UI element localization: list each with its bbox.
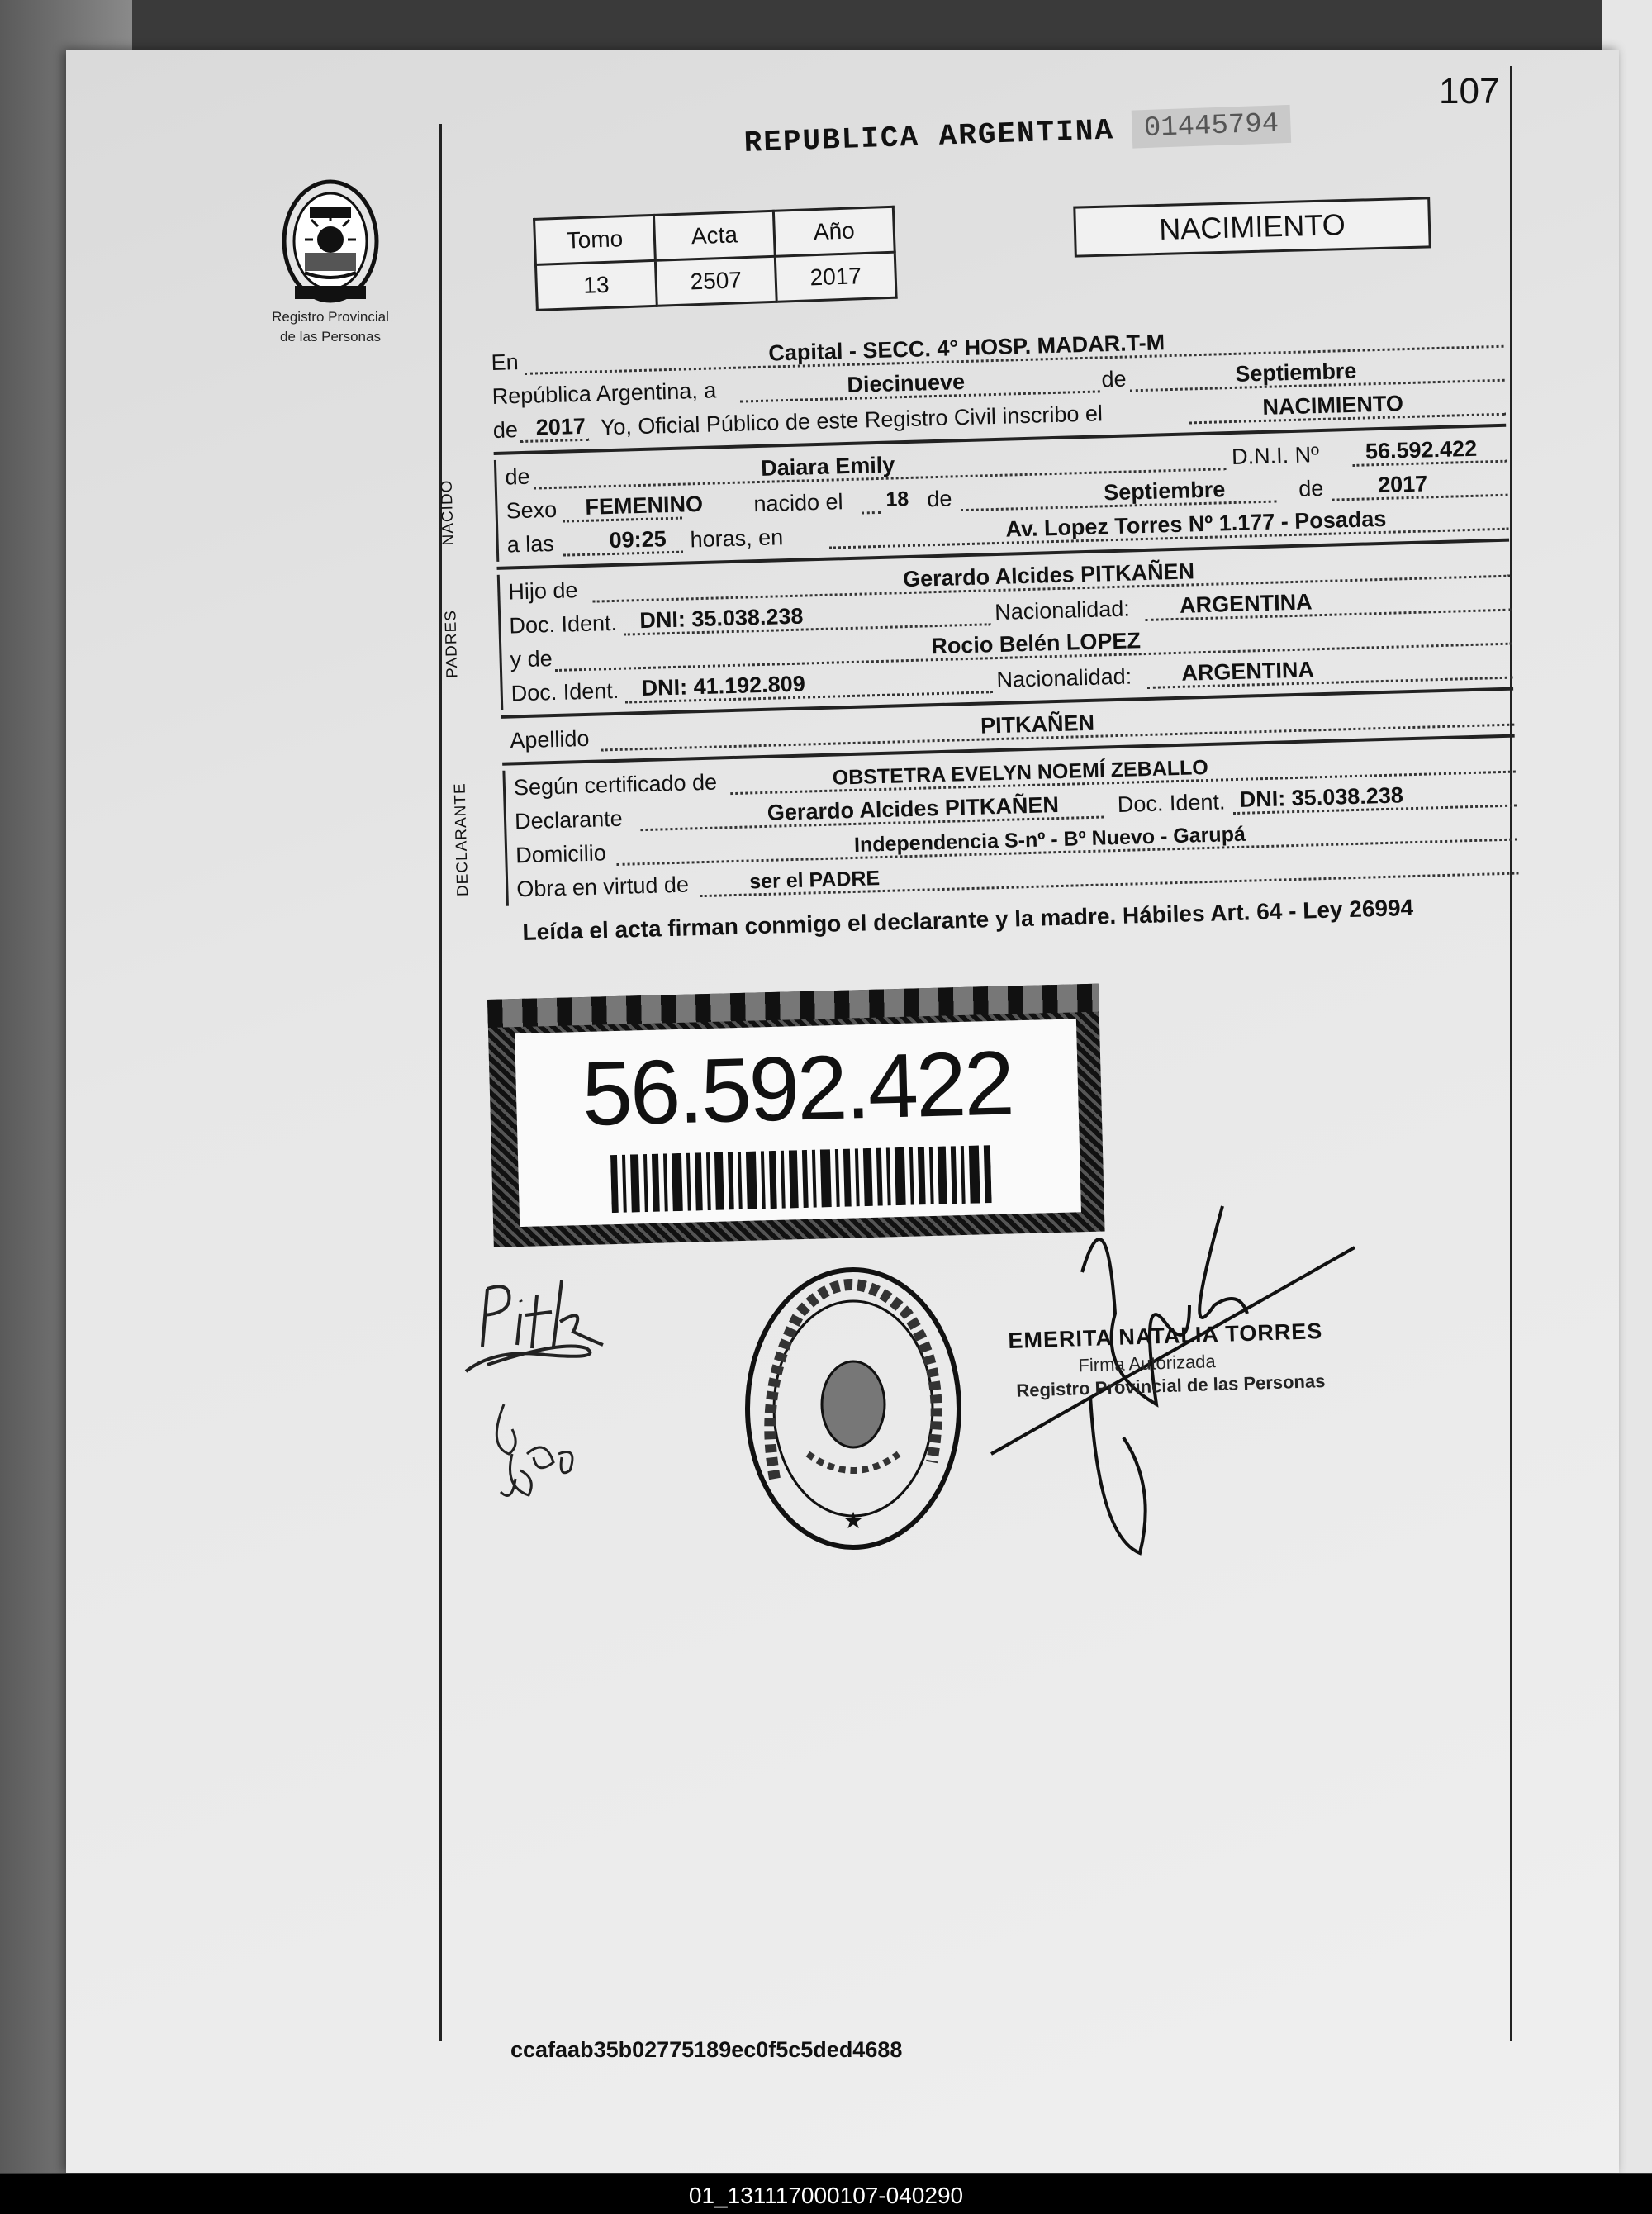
month-value: Septiembre [1234, 358, 1357, 387]
official-block [1008, 1318, 1326, 1402]
page-number: 107 [1439, 71, 1500, 112]
frame-right-border [1510, 66, 1512, 2041]
table-cell-tomo: 13 [535, 260, 657, 310]
table-cell-acta: 2507 [655, 256, 776, 306]
sticker-number: 56.592.422 [581, 1032, 1014, 1146]
declarante-label: Declarante [514, 805, 624, 834]
nacionalidad-label: Nacionalidad: [994, 596, 1131, 625]
registry-seal-icon [742, 1264, 965, 1553]
document-hash: ccafaab35b02775189ec0f5c5ded4688 [510, 2037, 903, 2062]
mother-name: Rocio Belén LOPEZ [930, 628, 1142, 659]
birth-day: 18 [885, 487, 909, 511]
father-doc: DNI: 35.038.238 [638, 603, 804, 634]
logo-caption-line2: de las Personas [280, 329, 381, 344]
place-value: Capital - SECC. 4° HOSP. MADAR.T-M [767, 330, 1165, 366]
horas-label: horas, en [690, 525, 784, 553]
side-label-nacido: NACIDO [438, 478, 458, 546]
footer-bar [0, 2174, 1652, 2214]
birth-year: 2017 [1377, 471, 1428, 498]
declarante-name: Gerardo Alcides PITKAÑEN [767, 792, 1060, 825]
footer-filename: 01_131117000107-040290 [688, 2183, 964, 2208]
apellido-label: Apellido [509, 725, 590, 753]
obra-label: Obra en virtud de [515, 872, 690, 902]
svg-text:★: ★ [843, 1507, 864, 1534]
father-nationality: ARGENTINA [1179, 589, 1313, 618]
de-label-year: de [1298, 475, 1324, 501]
record-type-box: NACIMIENTO [1073, 197, 1431, 257]
table-header-tomo: Tomo [534, 215, 656, 264]
day-text: Diecinueve [847, 368, 966, 397]
frame-left-border [439, 124, 442, 2041]
sex-value: FEMENINO [585, 491, 704, 520]
doc-ident-label: Doc. Ident. [509, 610, 618, 639]
child-name: Daiara Emily [760, 452, 895, 481]
y-de-label: y de [510, 646, 553, 672]
hijo-de-label: Hijo de [507, 577, 578, 605]
registry-table [533, 206, 898, 311]
address-value: Independencia S-nº - Bº Nuevo - Garupá [853, 822, 1246, 857]
nacido-el-label: nacido el [753, 489, 843, 517]
mother-nationality: ARGENTINA [1180, 657, 1315, 686]
document-title: REPUBLICA ARGENTINA [743, 112, 1115, 160]
official-organization: Registro Provincial de las Personas [1015, 1370, 1326, 1401]
side-label-padres: PADRES [442, 609, 462, 679]
nacionalidad-label: Nacionalidad: [996, 663, 1132, 693]
serial-number: 01445794 [1132, 105, 1291, 149]
declarante-section [451, 743, 1518, 906]
surname-value: PITKAÑEN [980, 710, 1095, 739]
logo-caption-line1: Registro Provincial [272, 309, 389, 325]
table-header-ano: Año [773, 207, 895, 256]
mother-doc: DNI: 41.192.809 [641, 671, 806, 701]
de-label: de [1101, 366, 1127, 392]
birth-time: 09:25 [609, 526, 667, 554]
declarante-doc: DNI: 35.038.238 [1239, 782, 1404, 812]
barcode-icon [610, 1145, 992, 1213]
inscribed-value: NACIMIENTO [1262, 391, 1404, 420]
republica-label: República Argentina, a [491, 378, 717, 409]
province-logo [264, 173, 396, 345]
table-header-acta: Acta [653, 211, 775, 260]
obra-value: ser el PADRE [748, 867, 881, 894]
dni-label: D.N.I. Nº [1231, 442, 1320, 469]
year-value: 2017 [535, 413, 586, 440]
a-las-label: a las [506, 530, 555, 558]
official-name: EMERITA NATALIA TORRES [1008, 1318, 1323, 1353]
de-label-2: de [492, 417, 519, 443]
child-dni: 56.592.422 [1365, 435, 1478, 464]
domicilio-label: Domicilio [515, 840, 607, 868]
table-cell-ano: 2017 [775, 252, 896, 302]
en-label: En [491, 349, 520, 375]
doc-ident-label: Doc. Ident. [510, 677, 620, 706]
side-label-declarante: DECLARANTE [451, 782, 472, 897]
birth-record-form [438, 317, 1518, 906]
official-role: Firma Autorizada [1078, 1351, 1217, 1376]
birth-month: Septiembre [1103, 477, 1226, 506]
padres-section [442, 547, 1513, 710]
de-label-name: de [505, 463, 530, 490]
signature-mother-icon [479, 1396, 586, 1512]
closing-statement: Leída el acta firman conmigo el declarante y la madre. Hábiles Art. 64 - Ley 26994 [522, 894, 1414, 945]
misiones-emblem-icon [277, 173, 384, 306]
doc-ident-label: Doc. Ident. [1117, 789, 1226, 818]
certificate-value: OBSTETRA EVELYN NOEMÍ ZEBALLO [832, 755, 1209, 790]
yo-oficial-text: Yo, Oficial Público de este Registro Civil inscribo el [600, 401, 1104, 440]
segun-label: Según certificado de [513, 769, 718, 801]
signature-declarante-icon [463, 1272, 628, 1380]
birth-place: Av. Lopez Torres Nº 1.177 - Posadas [1005, 506, 1387, 542]
de-label-birth: de [926, 486, 952, 512]
sexo-label: Sexo [506, 496, 558, 524]
father-name: Gerardo Alcides PITKAÑEN [902, 558, 1195, 592]
